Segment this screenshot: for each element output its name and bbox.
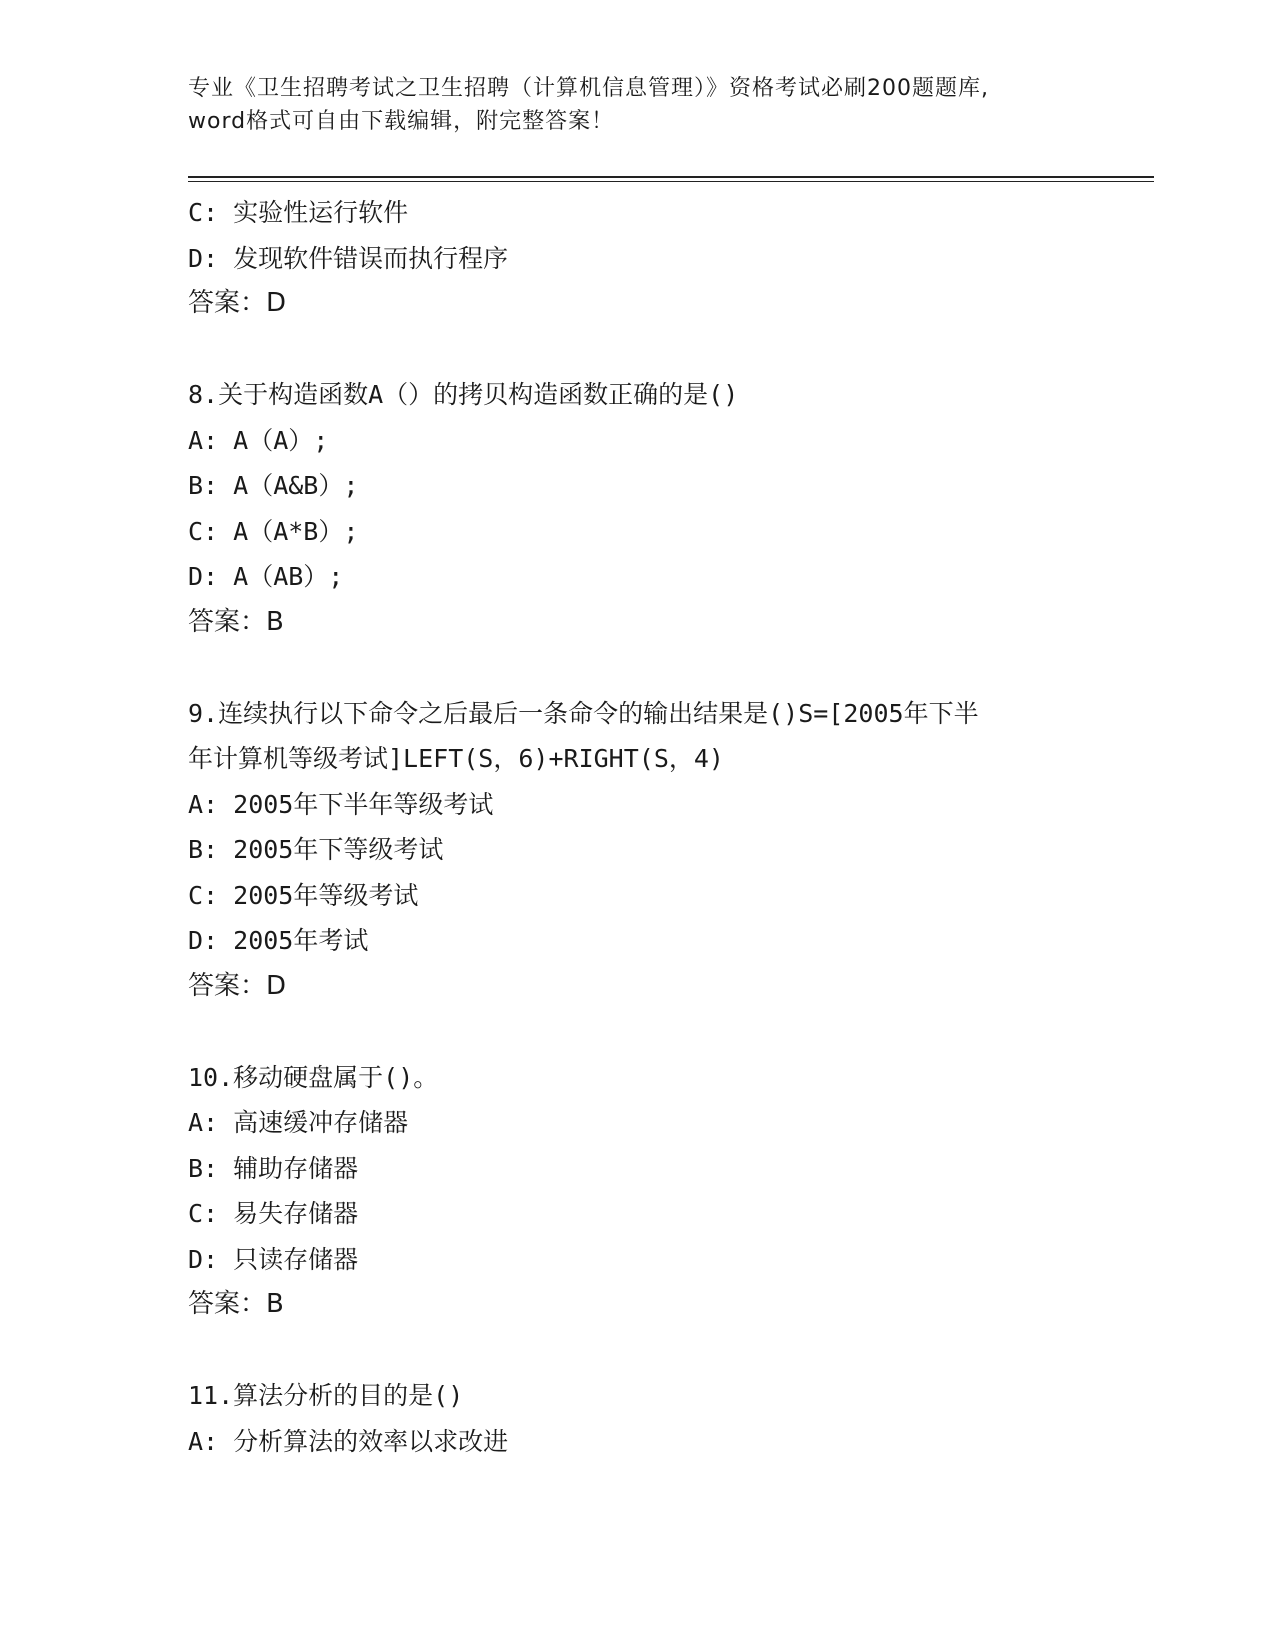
question-9 <box>188 691 1148 1010</box>
answer: 答案：B <box>188 606 284 637</box>
question-list <box>188 190 1148 1464</box>
question-title-line-2: 年计算机等级考试]LEFT(S，6)+RIGHT(S，4) <box>188 744 724 773</box>
answer: 答案：B <box>188 1289 284 1319</box>
question-title: 10.移动硬盘属于()。 <box>188 1062 439 1092</box>
question-title: 8.关于构造函数A（）的拷贝构造函数正确的是() <box>188 380 739 409</box>
header-line-1: 专业《卫生招聘考试之卫生招聘（计算机信息管理）》资格考试必刷200题题库, <box>188 76 989 101</box>
answer: 答案：D <box>188 288 287 318</box>
option-c: C: 2005年等级考试 <box>188 880 419 910</box>
question-title: 11.算法分析的目的是() <box>188 1381 464 1410</box>
option-a: A: A（A）; <box>188 425 329 455</box>
option-b: B: A（A&B）; <box>188 471 359 500</box>
option-a: A: 高速缓冲存储器 <box>188 1108 409 1137</box>
option-d: D: 2005年考试 <box>188 926 369 955</box>
option-a: A: 2005年下半年等级考试 <box>188 789 494 819</box>
question-8 <box>188 372 1148 645</box>
option-b: B: 2005年下等级考试 <box>188 835 444 864</box>
question-11 <box>188 1373 1148 1464</box>
option-c: C: A（A*B）; <box>188 516 359 546</box>
header-line-2: word格式可自由下载编辑，附完整答案！ <box>188 109 615 134</box>
option-d: D: 发现软件错误而执行程序 <box>188 243 509 273</box>
option-c: C: 实验性运行软件 <box>188 198 409 227</box>
question-title-line-1: 9.连续执行以下命令之后最后一条命令的输出结果是()S=[2005年下半 <box>188 698 979 728</box>
question-7-tail <box>188 190 1148 327</box>
question-10 <box>188 1055 1148 1328</box>
document-header <box>188 72 1088 138</box>
header-divider-thin <box>188 181 1154 182</box>
option-b: B: 辅助存储器 <box>188 1153 359 1183</box>
option-d: D: A（AB）; <box>188 562 344 591</box>
option-d: D: 只读存储器 <box>188 1244 359 1274</box>
option-a: A: 分析算法的效率以求改进 <box>188 1426 509 1456</box>
header-divider-thick <box>188 176 1154 178</box>
option-c: C: 易失存储器 <box>188 1199 359 1228</box>
answer: 答案：D <box>188 970 287 1001</box>
